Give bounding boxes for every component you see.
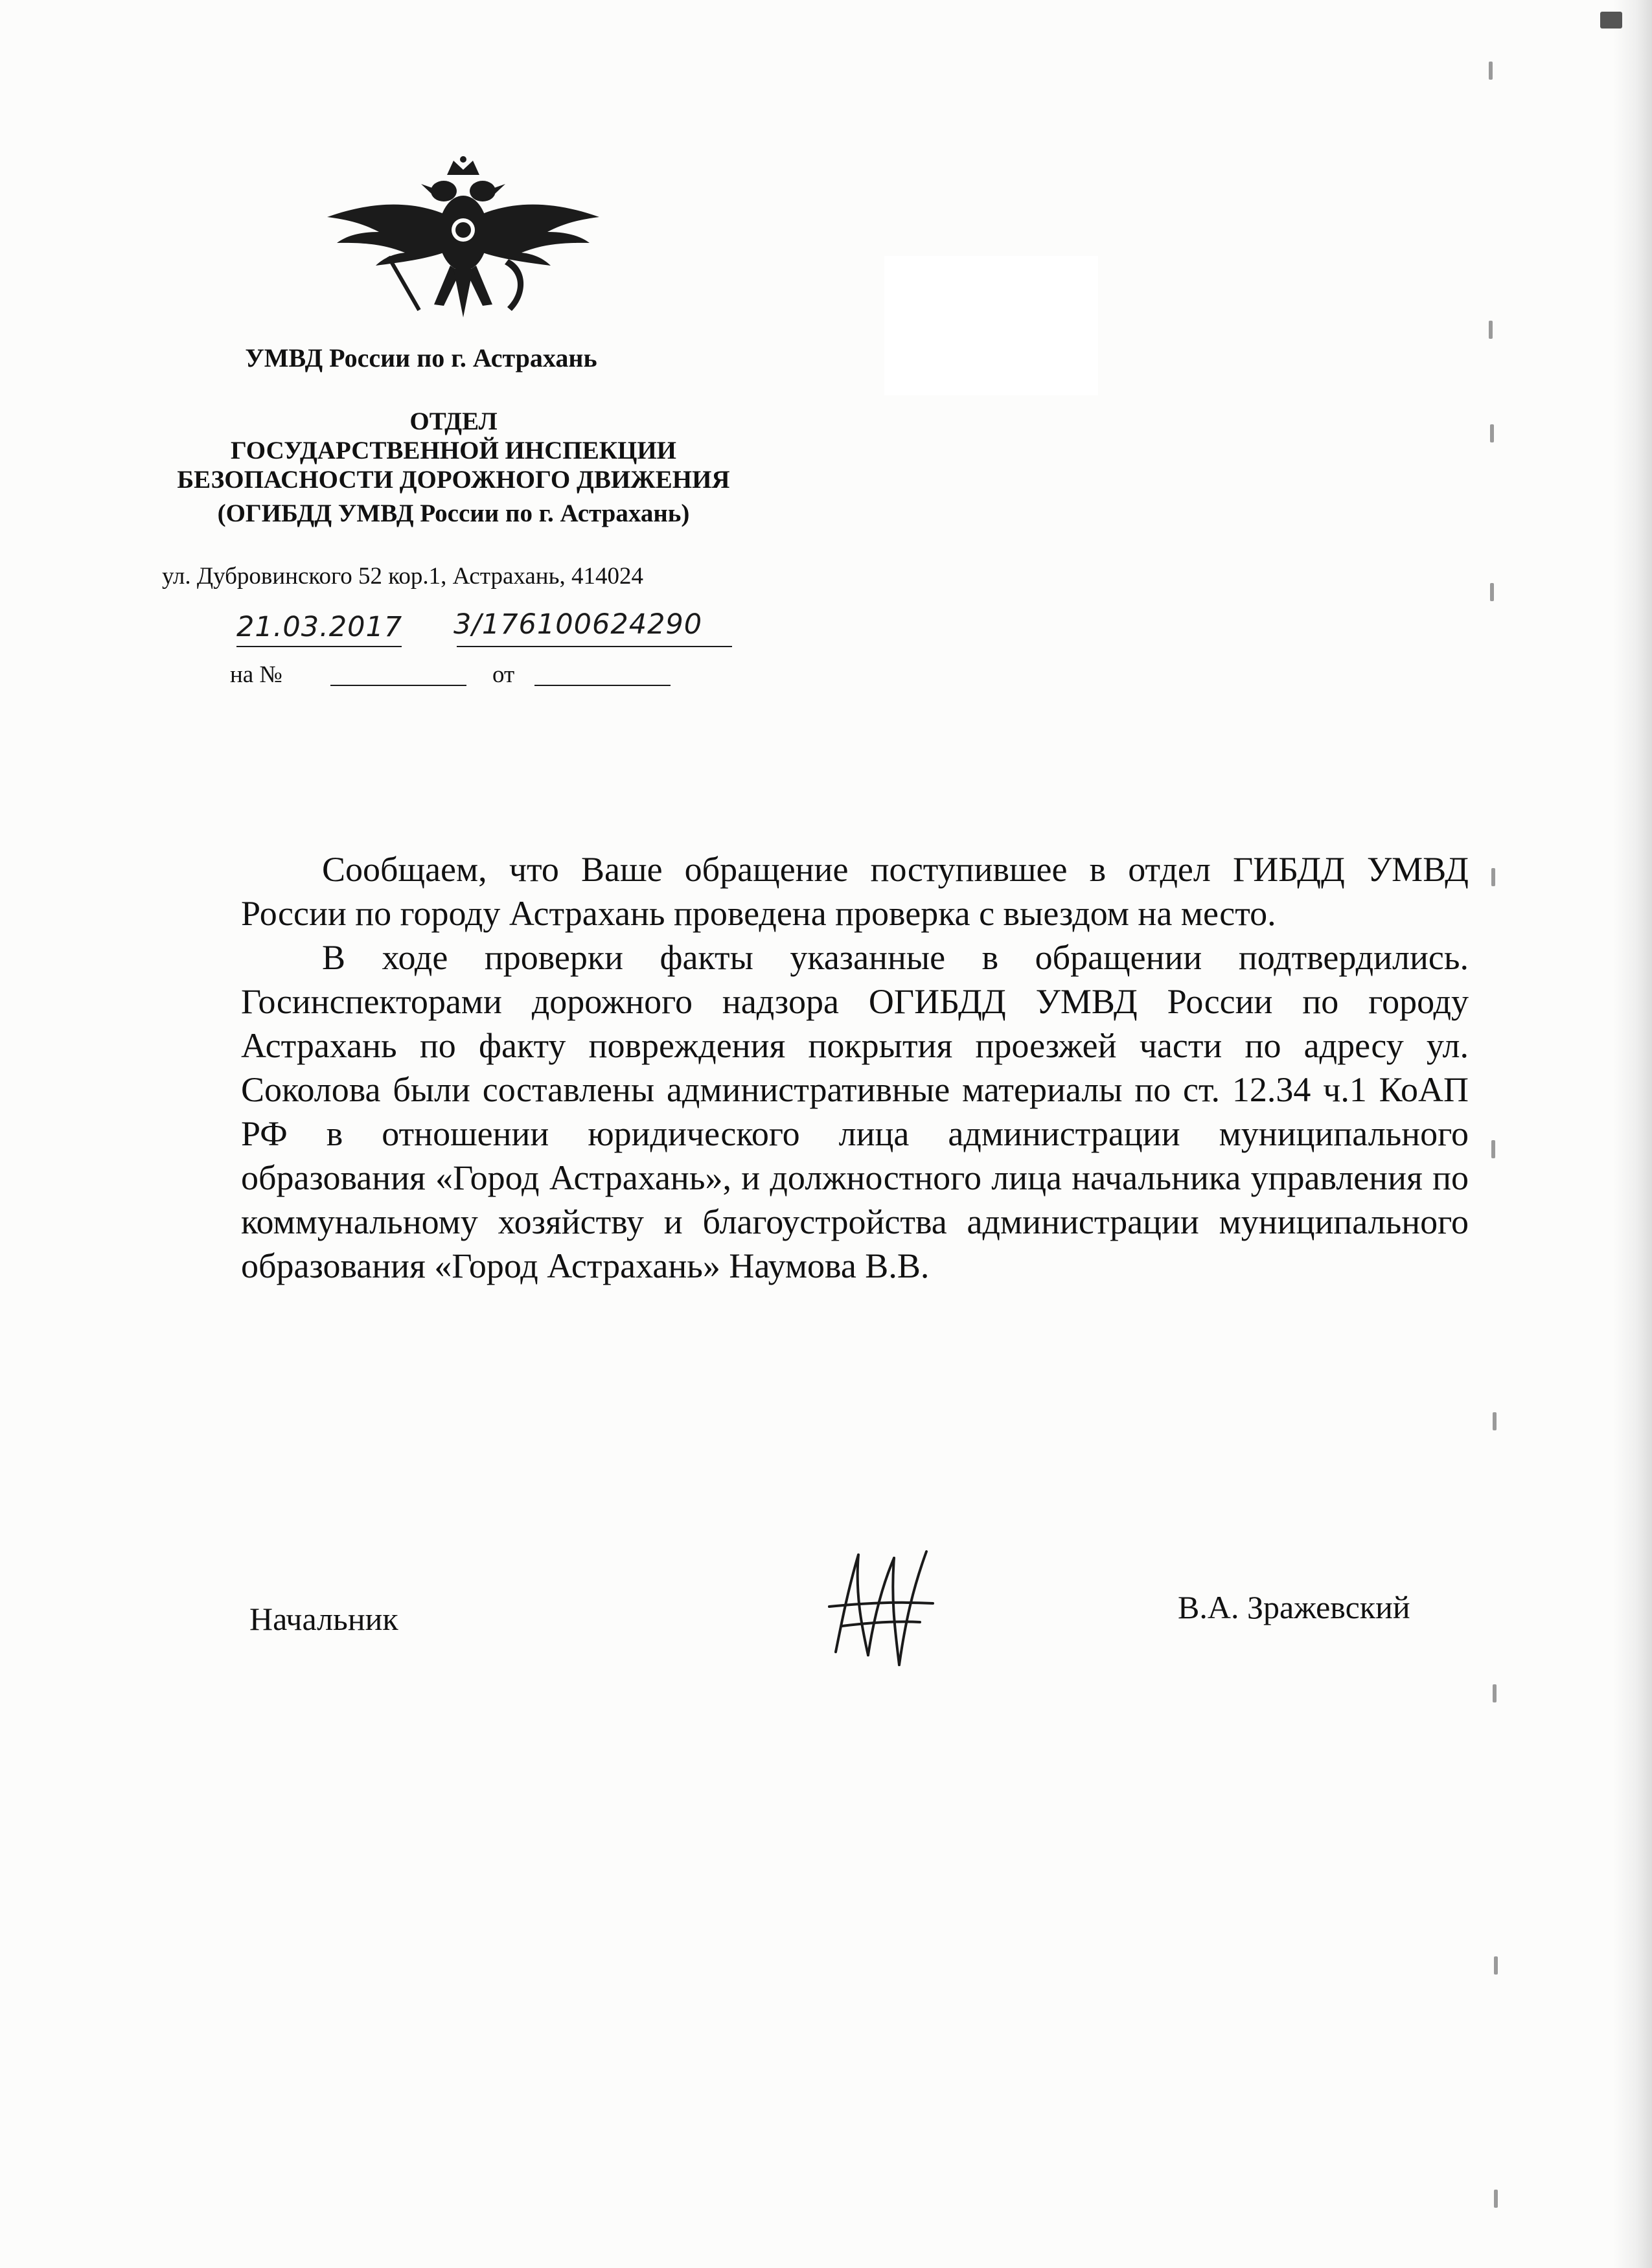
letter-body xyxy=(241,847,1469,1288)
edge-mark xyxy=(1491,868,1495,886)
unit-title-line-3: БЕЗОПАСНОСТИ ДОРОЖНОГО ДВИЖЕНИЯ xyxy=(177,466,730,494)
handwritten-date: 21.03.2017 xyxy=(236,611,403,643)
scan-edge-shadow xyxy=(1613,0,1652,2268)
from-date-line xyxy=(534,685,671,686)
signatory-position: Начальник xyxy=(249,1601,398,1637)
on-number-line xyxy=(330,685,466,686)
edge-mark xyxy=(1493,1684,1497,1702)
edge-mark xyxy=(1490,583,1494,601)
edge-mark xyxy=(1490,424,1494,442)
label-on-number: на № xyxy=(230,661,282,688)
department-name: УМВД России по г. Астрахань xyxy=(245,343,597,372)
edge-mark xyxy=(1493,1412,1497,1430)
reference-block xyxy=(220,606,739,696)
handwritten-signature xyxy=(823,1542,939,1678)
number-underline xyxy=(457,646,732,647)
label-from: от xyxy=(492,661,515,688)
double-headed-eagle-emblem xyxy=(314,155,612,324)
edge-mark xyxy=(1491,1140,1495,1158)
edge-mark xyxy=(1489,321,1493,339)
handwritten-number: 3/176100624290 xyxy=(453,608,703,641)
unit-abbreviation: (ОГИБДД УМВД России по г. Астрахань) xyxy=(217,499,690,527)
date-underline xyxy=(236,646,402,647)
unit-title-line-1: ОТДЕЛ xyxy=(409,407,498,435)
edge-mark xyxy=(1489,62,1493,80)
letterhead-address: ул. Дубровинского 52 кор.1, Астрахань, 414024 xyxy=(162,563,643,590)
body-paragraph-1: Сообщаем, что Ваше обращение поступившее в отдел ГИБДД УМВД России по городу Астрахань проведена проверка с выездом на место. xyxy=(241,850,1469,933)
edge-mark xyxy=(1494,2190,1498,2208)
redaction-box xyxy=(884,256,1098,395)
scan-corner-mark xyxy=(1600,12,1622,29)
unit-title-line-2: ГОСУДАРСТВЕННОЙ ИНСПЕКЦИИ xyxy=(230,437,677,464)
signatory-name: В.А. Зражевский xyxy=(1178,1589,1410,1625)
body-paragraph-2: В ходе проверки факты указанные в обращении подтвердились. Госинспекторами дорожного надзора ОГИБДД УМВД России по городу Астрахань по факту повреждения покрытия проезжей части по адресу ул. Соколова были составлены административные материалы по ст. 12.34 ч.1 КоАП РФ в отношении юридического лица администрации муниципального образования «Город Астрахань», и должностного лица начальника управления по коммунальному хозяйству и благоустройства администрации муниципального образования «Город Астрахань» Наумова В.В. xyxy=(241,938,1469,1285)
edge-mark xyxy=(1494,1956,1498,1975)
